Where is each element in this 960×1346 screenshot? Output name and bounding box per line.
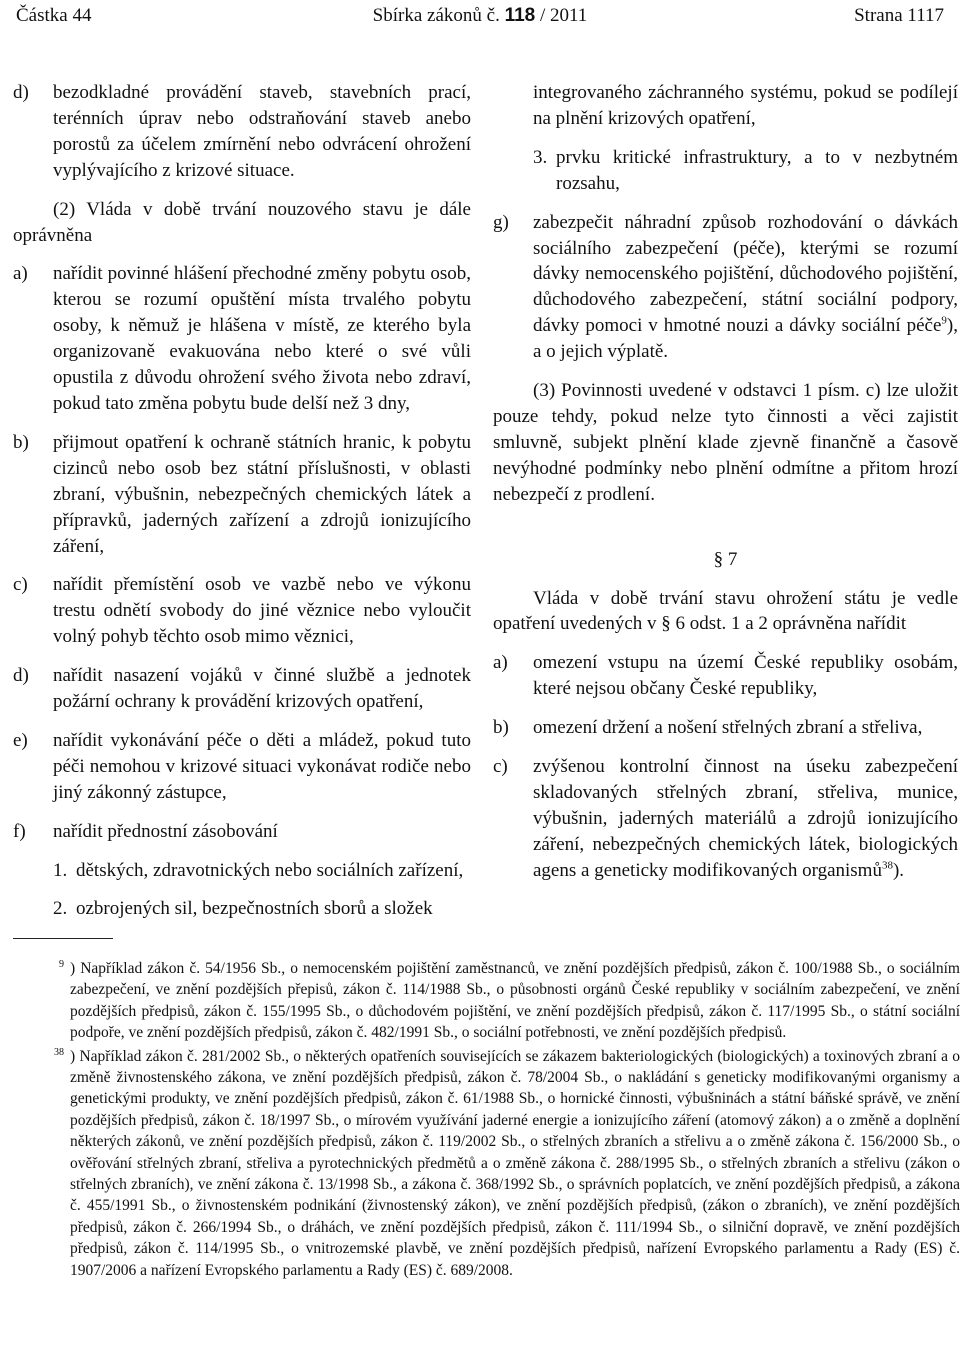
list-item-e bbox=[13, 728, 471, 806]
list-item-c bbox=[493, 754, 958, 884]
paragraph-2: (2) Vláda v době trvání nouzového stavu je dále oprávněna bbox=[13, 198, 471, 246]
header-collection-prefix: Sbírka zákonů č. bbox=[372, 5, 500, 26]
sub-item-text: integrovaného záchranného systému, pokud se podílejí na plnění krizových opatření, bbox=[533, 82, 958, 129]
footnote-marker: 38 bbox=[54, 1046, 64, 1058]
sub-item-2-continued bbox=[493, 80, 958, 132]
list-item-text: nařídit přemístění osob ve vazbě nebo ve výkonu trestu odnětí svobody do jiné věznice nebo vyloučit volný pohyb těchto osob mimo věznici, bbox=[53, 574, 471, 648]
list-item-text: nařídit vykonávání péče o děti a mládež, pokud tuto péči nemohou v krizové situaci vykonávat rodiče nebo jiný zákonný zástupce, bbox=[53, 729, 471, 803]
list-item-f bbox=[13, 819, 471, 923]
right-column bbox=[493, 80, 958, 884]
footnote-divider bbox=[13, 938, 113, 939]
list-item-f-text: nařídit přednostní zásobování bbox=[53, 820, 278, 842]
list-item-marker: b) bbox=[13, 431, 29, 453]
list-item-b bbox=[13, 430, 471, 560]
list-item-g-text: zabezpečit náhradní způsob rozhodování o dávkách sociálního zabezpečení (péče), kterými se rozumí dávky nemocenského pojištění, důchodového pojištění, důchodového zabezpečení, státní sociální podpory, dávky pomoci v hmotné nouzi a dávky sociální péče bbox=[533, 211, 958, 337]
list-item-marker: a) bbox=[493, 652, 508, 674]
section-intro: Vláda v době trvání stavu ohrožení státu je vedle opatření uvedených v § 6 odst. 1 a 2 oprávněna nařídit bbox=[493, 587, 958, 635]
list-item-marker: e) bbox=[13, 729, 28, 751]
header-part-label: Částka 44 bbox=[16, 5, 92, 26]
header-collection-number: 118 bbox=[504, 5, 536, 26]
footnote-ref-38: 38 bbox=[881, 859, 893, 872]
list-item-text: omezení držení a nošení střelných zbraní a střeliva, bbox=[533, 717, 923, 739]
sub-item-marker: 1. bbox=[53, 859, 68, 881]
footnote-38 bbox=[32, 1046, 960, 1281]
list-item-c bbox=[13, 572, 471, 650]
footnote-ref-9: 9 bbox=[941, 314, 947, 327]
sub-item-text: prvku kritické infrastruktury, a to v nezbytném rozsahu, bbox=[556, 146, 958, 194]
list-item-text: bezodkladné provádění staveb, stavebních prací, terénních úprav nebo odstraňování staveb anebo porostů za účelem zmírnění nebo odvrácení ohrožení vyplývajícího z krizové situace. bbox=[53, 82, 471, 181]
paragraph-3: (3) Povinnosti uvedené v odstavci 1 písm. c) lze uložit pouze tehdy, pokud nelze tyto činnosti a věci zajistit smluvně, subjekt plnění klade zjevně finančně a časově nevýhodné podmínky nebo plnění odmítne a přitom hrozí nebezpečí z prodlení. bbox=[493, 380, 958, 505]
header-collection-label bbox=[16, 3, 944, 29]
page-header bbox=[16, 3, 944, 29]
list-item-a bbox=[13, 261, 471, 416]
footnotes bbox=[32, 958, 960, 1281]
sub-item-1 bbox=[53, 858, 471, 884]
sub-item-marker: 2. bbox=[53, 898, 68, 920]
list-item-text bbox=[533, 210, 958, 365]
list-item-marker: b) bbox=[493, 717, 509, 739]
sub-item-3 bbox=[493, 145, 958, 197]
sub-item-text: ozbrojených sil, bezpečnostních sborů a složek bbox=[76, 898, 433, 920]
list-item-c-text: zvýšenou kontrolní činnost na úseku zabezpečení skladovaných střelných zbraní, střeliva, munice, výbušnin, jaderných materiálů a zdrojů ionizujícího záření, nebezpečných chemických látek, biologických agens a geneticky modifikovaných organismů bbox=[533, 756, 958, 881]
header-page-number: Strana 1117 bbox=[854, 5, 944, 26]
list-item-marker: a) bbox=[13, 263, 28, 285]
list-item-marker: g) bbox=[493, 211, 509, 233]
list-item-d-continued bbox=[13, 80, 471, 184]
sub-item-2 bbox=[53, 896, 471, 922]
list-item-g-tail: ), a o jejich výplatě. bbox=[533, 315, 958, 363]
list-item-g bbox=[493, 210, 958, 365]
list-item-text: přijmout opatření k ochraně státních hranic, k pobytu cizinců nebo osob bez státní příslušnosti, v oblasti zbraní, výbušnin, nebezpečných chemických látek a přípravků, jaderných zařízení a zdrojů ionizujícího záření, bbox=[53, 431, 471, 557]
list-item-text: nařídit nasazení vojáků v činné službě a jednotek požární ochrany k provádění krizových opatření, bbox=[53, 665, 471, 713]
list-item-d bbox=[13, 663, 471, 715]
list-item-text bbox=[53, 819, 471, 923]
list-item-c-tail: ). bbox=[892, 859, 905, 881]
footnote-marker: 9 bbox=[59, 958, 64, 970]
sub-item-marker: 3. bbox=[533, 146, 548, 168]
list-item-a bbox=[493, 650, 958, 702]
sub-item-text: dětských, zdravotnických nebo sociálních zařízení, bbox=[76, 859, 464, 881]
header-collection-year: / 2011 bbox=[539, 5, 588, 26]
footnote-text: ) Například zákon č. 281/2002 Sb., o některých opatřeních souvisejících se zákazem bakteriologických (biologických) a toxinových zbraní a o změně živnostenského zákona, ve znění pozdějších předpisů, zákon č. 78/2004 Sb., o nakládání s geneticky modifikovanými organismy a genetickými produkty, ve znění pozdějších předpisů, zákon č. 61/1988 Sb., o hornické činnosti, výbušninách a státní báňské správě, ve znění pozdějších předpisů, zákon č. 18/1997 Sb., o mírovém využívání jaderné energie a ionizujícího záření (atomový zákon) a o změně a doplnění některých zákonů, ve znění pozdějších předpisů, zákon č. 119/2002 Sb., o střelných zbraních a střelivu a o změně zákona č. 156/2000 Sb., o ověřování střelných zbraní, střeliva a pyrotechnických předmětů a o změně zákona č. 288/1995 Sb., o střelných zbraních a střelivu (zákon o střelných zbraních), ve znění zákona č. 13/1998 Sb., a zákona č. 368/1992 Sb., o správních poplatcích, ve znění pozdějších předpisů, a zákona č. 455/1991 Sb., o živnostenském podnikání (živnostenský zákon), ve znění pozdějších předpisů, (zákon o zbraních), ve znění pozdějších předpisů, zákon č. 266/1994 Sb., o dráhách, ve znění pozdějších předpisů, zákon č. 111/1994 Sb., o silniční dopravě, ve znění pozdějších předpisů, zákon č. 114/1995 Sb., o vnitrozemské plavbě, ve znění pozdějších předpisů, nařízení Evropského parlamentu a Rady (ES) č. 1907/2006 a nařízení Evropského parlamentu a Rady (ES) č. 689/2008. bbox=[70, 1047, 960, 1279]
list-item-marker: c) bbox=[13, 574, 28, 596]
list-item-b bbox=[493, 715, 958, 741]
list-item-marker: d) bbox=[13, 665, 29, 687]
left-column bbox=[13, 80, 471, 922]
footnote-9 bbox=[32, 958, 960, 1044]
list-item-text bbox=[533, 754, 958, 884]
list-item-marker: d) bbox=[13, 82, 29, 103]
list-item-marker: f) bbox=[13, 820, 26, 842]
footnote-text: ) Například zákon č. 54/1956 Sb., o nemocenském pojištění zaměstnanců, ve znění pozdějších předpisů, zákon č. 100/1988 Sb., o sociálním zabezpečení, ve znění pozdějších přepisů, zákon č. 114/1988 Sb., o působnosti orgánů České republiky v sociálním zabezpečení, ve znění pozdějších předpisů, zákon č. 155/1995 Sb., o důchodovém pojištění, ve znění pozdějších předpisů, zákon č. 117/1995 Sb., o státní sociální podpoře, ve znění pozdějších předpisů, zákon č. 482/1991 Sb., o sociální potřebnosti, ve znění pozdějších předpisů. bbox=[70, 960, 960, 1042]
section-heading: § 7 bbox=[713, 548, 738, 570]
list-item-text: nařídit povinné hlášení přechodné změny pobytu osob, kterou se rozumí opuštění místa trvalého pobytu osoby, k němuž je hlášena v místě, ze kterého byla organizovaně evakuována nebo které o své vůli opustila z důvodu ohrožení svého života nebo zdraví, pokud tato změna pobytu bude delší než 3 dny, bbox=[53, 263, 471, 414]
list-item-text: omezení vstupu na území České republiky osobám, které nejsou občany České republiky, bbox=[533, 652, 958, 700]
list-item-marker: c) bbox=[493, 756, 508, 778]
